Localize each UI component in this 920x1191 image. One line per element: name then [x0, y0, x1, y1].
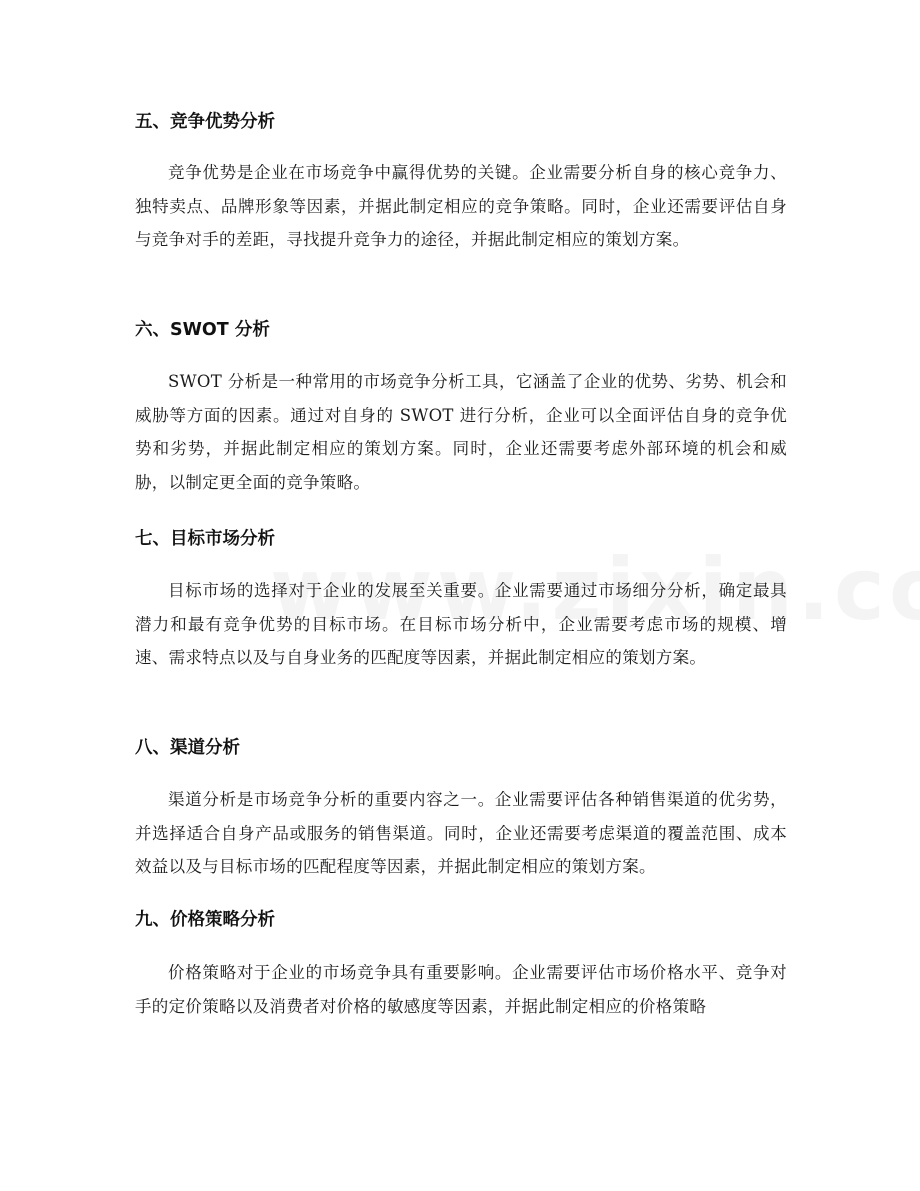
- section-paragraph: 价格策略对于企业的市场竞争具有重要影响。企业需要评估市场价格水平、竞争对手的定价策略以及消费者对价格的敏感度等因素，并据此制定相应的价格策略: [135, 963, 787, 1016]
- section-heading: 五、竞争优势分析: [135, 112, 275, 132]
- section-heading: 九、价格策略分析: [135, 910, 275, 930]
- section-heading: 六、SWOT 分析: [135, 320, 270, 340]
- section-paragraph: 目标市场的选择对于企业的发展至关重要。企业需要通过市场细分分析，确定最具潜力和最有竞争优势的目标市场。在目标市场分析中，企业需要考虑市场的规模、增速、需求特点以及与自身业务的匹配度等因素，并据此制定相应的策划方案。: [135, 581, 787, 667]
- section-heading: 八、渠道分析: [135, 738, 240, 758]
- section-paragraph: 渠道分析是市场竞争分析的重要内容之一。企业需要评估各种销售渠道的优劣势，并选择适合自身产品或服务的销售渠道。同时，企业还需要考虑渠道的覆盖范围、成本效益以及与目标市场的匹配程度等因素，并据此制定相应的策划方案。: [135, 790, 787, 876]
- section-heading: 七、目标市场分析: [135, 529, 275, 549]
- section-paragraph: 竞争优势是企业在市场竞争中赢得优势的关键。企业需要分析自身的核心竞争力、独特卖点、品牌形象等因素，并据此制定相应的竞争策略。同时，企业还需要评估自身与竞争对手的差距，寻找提升竞争力的途径，并据此制定相应的策划方案。: [135, 163, 787, 249]
- section-paragraph: SWOT 分析是一种常用的市场竞争分析工具，它涵盖了企业的优势、劣势、机会和威胁等方面的因素。通过对自身的 SWOT 进行分析，企业可以全面评估自身的竞争优势和劣势，并据此制定相应的策划方案。同时，企业还需要考虑外部环境的机会和威胁，以制定更全面的竞争策略。: [135, 372, 787, 492]
